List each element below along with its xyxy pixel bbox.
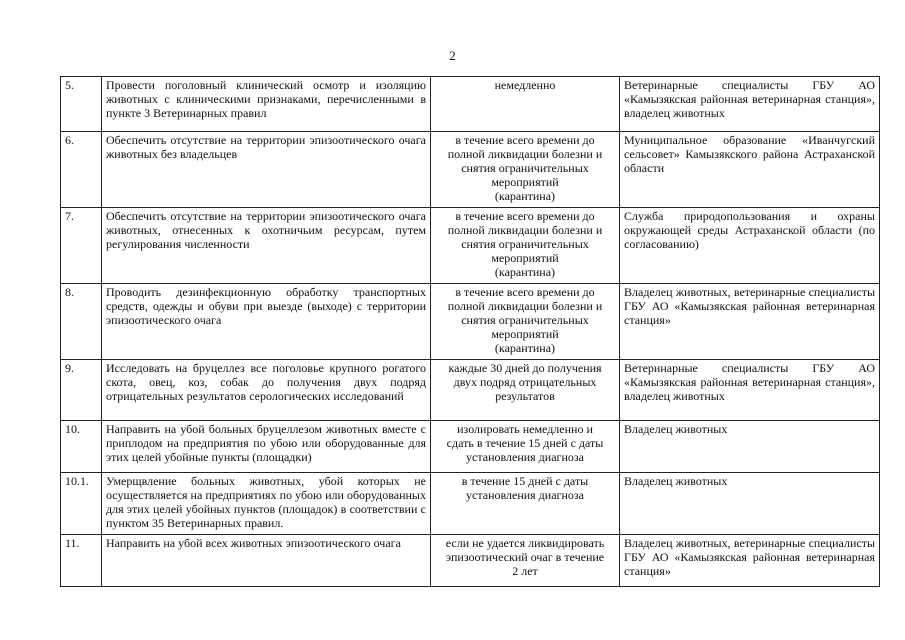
term-line: (карантина) xyxy=(494,189,556,203)
term-line: полной ликвидации болезни и xyxy=(447,147,603,161)
row-action: Направить на убой всех животных эпизоотического очага xyxy=(102,535,431,587)
row-action: Направить на убой больных бруцеллезом животных вместе с приплодом на предприятия по убою или оборудованные для этих целей убойные пункты (площадки) xyxy=(102,421,431,473)
term-line: эпизоотический очаг в течение xyxy=(445,550,605,564)
term-line: если не удается ликвидировать xyxy=(445,536,605,550)
measures-table xyxy=(60,76,880,587)
term-line: установления диагноза xyxy=(466,450,584,464)
row-action: Проводить дезинфекционную обработку транспортных средств, одежды и обуви при выезде (выходе) с территории эпизоотического очага xyxy=(102,284,431,360)
table-row xyxy=(61,360,880,421)
term-line: сдать в течение 15 дней с даты xyxy=(446,436,604,450)
term-line: (карантина) xyxy=(494,265,556,279)
row-action: Обеспечить отсутствие на территории эпизоотического очага животных, отнесенных к охотничьим ресурсам, путем регулирования численности xyxy=(102,208,431,284)
row-number: 6. xyxy=(61,132,102,208)
row-responsible: Владелец животных, ветеринарные специалисты ГБУ АО «Камызякская районная ветеринарная станция» xyxy=(620,535,880,587)
row-number: 11. xyxy=(61,535,102,587)
row-action: Исследовать на бруцеллез все поголовье крупного рогатого скота, овец, коз, собак до получения двух подряд отрицательных результатов серологических исследований xyxy=(102,360,431,421)
row-action: Обеспечить отсутствие на территории эпизоотического очага животных без владельцев xyxy=(102,132,431,208)
row-number: 10.1. xyxy=(61,473,102,535)
row-responsible: Служба природопользования и охраны окружающей среды Астраханской области (по согласованию) xyxy=(620,208,880,284)
row-action: Умерщвление больных животных, убой которых не осуществляется на предприятиях по убою или оборудованных для этих целей убойных пунктов (площадок) в соответствии с пунктом 35 Ветеринарных правил. xyxy=(102,473,431,535)
term-line: немедленно xyxy=(494,78,556,92)
row-number: 9. xyxy=(61,360,102,421)
row-responsible: Владелец животных, ветеринарные специалисты ГБУ АО «Камызякская районная ветеринарная станция» xyxy=(620,284,880,360)
term-line: каждые 30 дней до получения xyxy=(448,361,602,375)
term-line: в течение всего времени до xyxy=(455,133,595,147)
term-line: двух подряд отрицательных результатов xyxy=(453,375,597,403)
term-line: снятия ограничительных мероприятий xyxy=(461,161,589,189)
row-responsible: Ветеринарные специалисты ГБУ АО «Камызякская районная ветеринарная станция», владелец животных xyxy=(620,77,880,132)
row-responsible: Ветеринарные специалисты ГБУ АО «Камызякская районная ветеринарная станция», владелец животных xyxy=(620,360,880,421)
term-line: снятия ограничительных мероприятий xyxy=(461,313,589,341)
row-term xyxy=(431,535,620,587)
term-line: полной ликвидации болезни и xyxy=(447,223,603,237)
row-responsible: Владелец животных xyxy=(620,421,880,473)
row-term xyxy=(431,208,620,284)
row-responsible: Муниципальное образование «Иванчугский сельсовет» Камызякского района Астраханской области xyxy=(620,132,880,208)
row-term xyxy=(431,421,620,473)
row-term xyxy=(431,360,620,421)
table-row xyxy=(61,208,880,284)
row-term xyxy=(431,77,620,132)
row-number: 8. xyxy=(61,284,102,360)
row-term xyxy=(431,473,620,535)
term-line: в течение 15 дней с даты установления диагноза xyxy=(461,474,589,502)
row-responsible: Владелец животных xyxy=(620,473,880,535)
table-row xyxy=(61,284,880,360)
table-row xyxy=(61,132,880,208)
table-row xyxy=(61,421,880,473)
table-row xyxy=(61,535,880,587)
term-line: полной ликвидации болезни и xyxy=(447,299,603,313)
table-row xyxy=(61,473,880,535)
row-term xyxy=(431,132,620,208)
row-number: 5. xyxy=(61,77,102,132)
term-line: изолировать немедленно и xyxy=(457,422,593,436)
term-line: снятия ограничительных мероприятий xyxy=(461,237,589,265)
term-line: в течение всего времени до xyxy=(455,285,595,299)
table-row xyxy=(61,77,880,132)
row-term xyxy=(431,284,620,360)
row-number: 7. xyxy=(61,208,102,284)
term-line: в течение всего времени до xyxy=(455,209,595,223)
term-line: (карантина) xyxy=(494,341,556,355)
page-number: 2 xyxy=(449,48,456,63)
term-line: 2 лет xyxy=(512,564,538,578)
row-number: 10. xyxy=(61,421,102,473)
row-action: Провести поголовный клинический осмотр и изоляцию животных с клиническими признаками, перечисленными в пункте 3 Ветеринарных правил xyxy=(102,77,431,132)
